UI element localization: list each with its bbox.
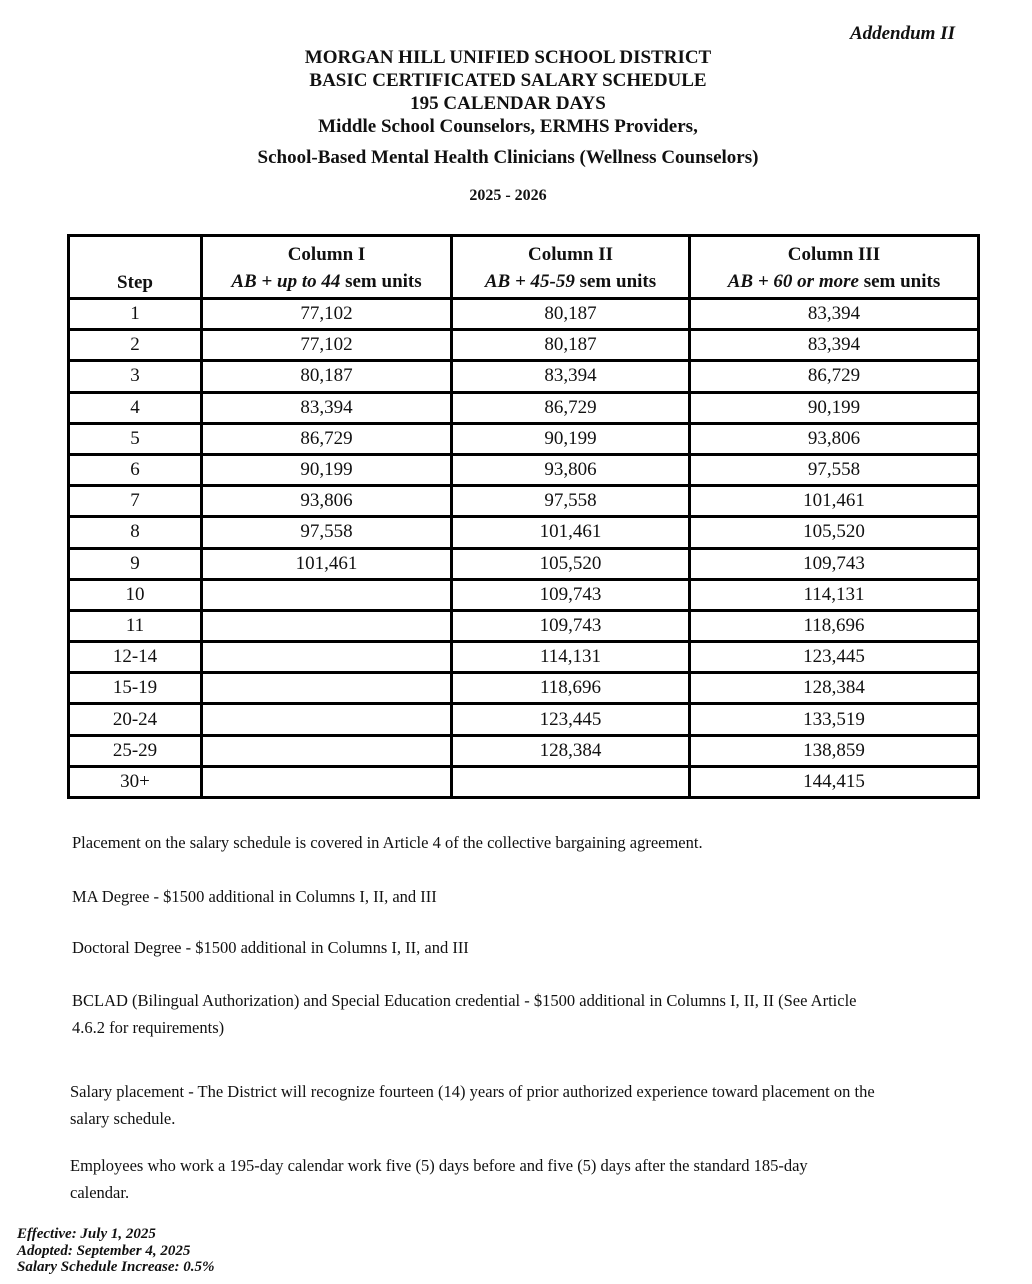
- table-row: [69, 392, 979, 423]
- schedule-title: BASIC CERTIFICATED SALARY SCHEDULE: [309, 70, 707, 91]
- document-header: [0, 46, 1016, 169]
- column-3-cell: 93,806: [690, 423, 979, 454]
- step-cell: 30+: [69, 766, 202, 797]
- column-1-cell: [202, 642, 452, 673]
- column-3-cell: 138,859: [690, 735, 979, 766]
- column-3-cell: 133,519: [690, 704, 979, 735]
- column-1-cell: [202, 579, 452, 610]
- column-2-header: Column II AB + 45-59 sem units: [452, 236, 690, 299]
- footer: [17, 1226, 215, 1276]
- column-3-header: Column III AB + 60 or more sem units: [690, 236, 979, 299]
- table-row: [69, 579, 979, 610]
- note-bclad: BCLAD (Bilingual Authorization) and Special Education credential - $1500 additional in Columns I, II, II (See Article 4.6.2 for requirements): [72, 991, 857, 1037]
- table-row: [69, 454, 979, 485]
- table-row: [69, 766, 979, 797]
- school-year: 2025 - 2026: [469, 187, 547, 204]
- column-1-cell: 86,729: [202, 423, 452, 454]
- salary-increase: Salary Schedule Increase: 0.5%: [17, 1259, 215, 1275]
- column-1-cell: 93,806: [202, 486, 452, 517]
- table-row: [69, 517, 979, 548]
- column-3-cell: 123,445: [690, 642, 979, 673]
- column-2-cell: 90,199: [452, 423, 690, 454]
- salary-table: [67, 234, 980, 799]
- step-cell: 8: [69, 517, 202, 548]
- district-name: MORGAN HILL UNIFIED SCHOOL DISTRICT: [304, 47, 712, 68]
- column-2-cell: 128,384: [452, 735, 690, 766]
- step-cell: 7: [69, 486, 202, 517]
- column-3-cell: 86,729: [690, 361, 979, 392]
- column-1-cell: [202, 704, 452, 735]
- column-1-cell: 80,187: [202, 361, 452, 392]
- table-row: [69, 486, 979, 517]
- position-line-1: Middle School Counselors, ERMHS Providers,: [318, 116, 698, 137]
- step-cell: 25-29: [69, 735, 202, 766]
- column-2-cell: 114,131: [452, 642, 690, 673]
- note-salary-placement: Salary placement - The District will recognize fourteen (14) years of prior authorized experience toward placement on the salary schedule.: [70, 1082, 875, 1128]
- column-3-cell: 101,461: [690, 486, 979, 517]
- position-line-2: School-Based Mental Health Clinicians (Wellness Counselors): [257, 147, 759, 168]
- column-3-cell: 109,743: [690, 548, 979, 579]
- column-1-cell: [202, 610, 452, 641]
- step-cell: 10: [69, 579, 202, 610]
- step-cell: 4: [69, 392, 202, 423]
- column-3-cell: 83,394: [690, 330, 979, 361]
- table-row: [69, 642, 979, 673]
- adopted-date: Adopted: September 4, 2025: [17, 1242, 191, 1259]
- column-2-cell: 80,187: [452, 299, 690, 330]
- table-row: [69, 735, 979, 766]
- table-row: [69, 361, 979, 392]
- table-row: [69, 330, 979, 361]
- column-3-cell: 144,415: [690, 766, 979, 797]
- column-1-cell: 77,102: [202, 299, 452, 330]
- column-1-cell: 101,461: [202, 548, 452, 579]
- table-row: [69, 548, 979, 579]
- table-row: [69, 423, 979, 454]
- column-2-cell: 109,743: [452, 579, 690, 610]
- step-cell: 2: [69, 330, 202, 361]
- column-3-cell: 114,131: [690, 579, 979, 610]
- step-cell: 11: [69, 610, 202, 641]
- column-2-cell: 118,696: [452, 673, 690, 704]
- column-3-cell: 97,558: [690, 454, 979, 485]
- column-1-cell: 83,394: [202, 392, 452, 423]
- table-row: [69, 299, 979, 330]
- column-2-cell: [452, 766, 690, 797]
- column-3-cell: 90,199: [690, 392, 979, 423]
- column-3-cell: 118,696: [690, 610, 979, 641]
- column-2-cell: 93,806: [452, 454, 690, 485]
- column-1-cell: [202, 735, 452, 766]
- note-placement: Placement on the salary schedule is covered in Article 4 of the collective bargaining agreement.: [72, 833, 703, 852]
- step-cell: 15-19: [69, 673, 202, 704]
- column-2-cell: 83,394: [452, 361, 690, 392]
- column-2-cell: 123,445: [452, 704, 690, 735]
- note-doctoral-degree: Doctoral Degree - $1500 additional in Columns I, II, and III: [72, 938, 469, 957]
- step-cell: 20-24: [69, 704, 202, 735]
- column-1-cell: 77,102: [202, 330, 452, 361]
- column-2-cell: 105,520: [452, 548, 690, 579]
- table-header-row: [69, 236, 979, 299]
- step-header: Step: [69, 236, 202, 299]
- addendum-label: Addendum II: [849, 23, 955, 44]
- column-2-cell: 80,187: [452, 330, 690, 361]
- column-3-cell: 105,520: [690, 517, 979, 548]
- step-cell: 3: [69, 361, 202, 392]
- step-cell: 1: [69, 299, 202, 330]
- column-1-cell: 97,558: [202, 517, 452, 548]
- calendar-days: 195 CALENDAR DAYS: [410, 93, 606, 114]
- note-ma-degree: MA Degree - $1500 additional in Columns I, II, and III: [72, 887, 437, 906]
- column-2-cell: 86,729: [452, 392, 690, 423]
- column-2-cell: 109,743: [452, 610, 690, 641]
- step-cell: 12-14: [69, 642, 202, 673]
- column-1-cell: [202, 766, 452, 797]
- note-195-day-calendar: Employees who work a 195-day calendar work five (5) days before and five (5) days after the standard 185-day calendar.: [70, 1156, 808, 1202]
- table-row: [69, 673, 979, 704]
- column-3-cell: 83,394: [690, 299, 979, 330]
- column-2-cell: 101,461: [452, 517, 690, 548]
- column-3-cell: 128,384: [690, 673, 979, 704]
- step-cell: 9: [69, 548, 202, 579]
- column-1-cell: 90,199: [202, 454, 452, 485]
- table-row: [69, 610, 979, 641]
- table-row: [69, 704, 979, 735]
- column-1-header: Column I AB + up to 44 sem units: [202, 236, 452, 299]
- effective-date: Effective: July 1, 2025: [17, 1226, 156, 1242]
- step-cell: 5: [69, 423, 202, 454]
- step-cell: 6: [69, 454, 202, 485]
- column-1-cell: [202, 673, 452, 704]
- column-2-cell: 97,558: [452, 486, 690, 517]
